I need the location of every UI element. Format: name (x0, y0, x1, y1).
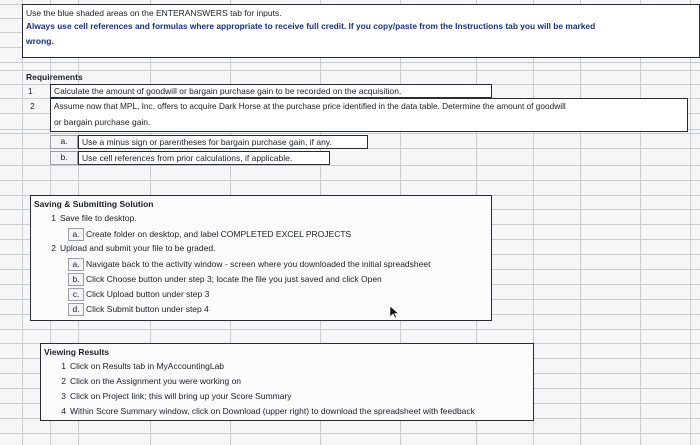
mouse-pointer-icon (388, 305, 400, 319)
viewing-step-text: Click on the Assignment you were working on (70, 376, 242, 386)
viewing-step-number: 4 (61, 406, 66, 416)
grid-row-line (0, 433, 700, 434)
step-number: 2 (51, 243, 56, 253)
grid-col-line (690, 0, 691, 445)
viewing-heading: Viewing Results (44, 347, 110, 357)
instruction-line-2: Always use cell references and formulas where appropriate to receive full credit. If you copy/paste from the Instructions tab you will be marked (26, 21, 596, 31)
subitem-letter: a. (50, 135, 78, 149)
grid-row-line (0, 180, 700, 181)
substep-text: Create folder on desktop, and label COMPLETED EXCEL PROJECTS (86, 229, 352, 239)
grid-col-line (640, 0, 641, 445)
viewing-step-text: Click on Results tab in MyAccountingLab (70, 361, 225, 371)
substep-letter: c. (68, 288, 84, 301)
substep-text: Navigate back to the activity window - screen where you downloaded the initial spreadsheet (86, 259, 431, 269)
substep-text: Click Choose button under step 3; locate the file you just saved and click Open (86, 274, 382, 284)
viewing-step-number: 2 (61, 376, 66, 386)
viewing-step-text: Within Score Summary window, click on Download (upper right) to download the spreadsheet with feedback (70, 406, 475, 416)
grid-row-line (0, 165, 700, 166)
substep-text: Click Upload button under step 3 (86, 289, 210, 299)
viewing-step-number: 1 (61, 361, 66, 371)
instruction-line-2-cont: wrong. (26, 36, 54, 46)
substep-text: Click Submit button under step 4 (86, 304, 209, 314)
requirement-number: 2 (30, 101, 35, 111)
requirements-heading: Requirements (26, 72, 83, 82)
grid-row-line (0, 329, 700, 330)
subitem-letter: b. (50, 151, 78, 165)
step-number: 1 (51, 213, 56, 223)
substep-letter: b. (68, 273, 84, 286)
requirement-number: 1 (28, 86, 33, 96)
substep-letter: a. (68, 228, 84, 241)
substep-letter: d. (68, 303, 84, 316)
saving-heading: Saving & Submitting Solution (34, 199, 154, 209)
grid-row-line (0, 133, 700, 134)
subitem-text: Use cell references from prior calculations, if applicable. (82, 153, 293, 163)
requirement-text: Calculate the amount of goodwill or bargain purchase gain to be recorded on the acquisition. (54, 86, 402, 96)
grid-row-line (0, 62, 700, 63)
grid-col-line (580, 0, 581, 445)
requirement-text: Assume now that MPL, Inc. offers to acquire Dark Horse at the purchase price identified in the data table. Determine the amount of goodwill (54, 101, 566, 111)
viewing-step-number: 3 (61, 391, 66, 401)
instruction-line-1: Use the blue shaded areas on the ENTERANSWERS tab for inputs. (26, 8, 282, 18)
step-text: Save file to desktop. (60, 213, 137, 223)
substep-letter: a. (68, 258, 84, 271)
subitem-text: Use a minus sign or parentheses for bargain purchase gain, if any. (82, 137, 332, 147)
requirement-text-cont: or bargain purchase gain. (54, 117, 151, 127)
step-text: Upload and submit your file to be graded. (60, 243, 216, 253)
grid-row-line (0, 70, 700, 71)
viewing-step-text: Click on Project link; this will bring up your Score Summary (70, 391, 292, 401)
grid-col-line (22, 0, 23, 445)
